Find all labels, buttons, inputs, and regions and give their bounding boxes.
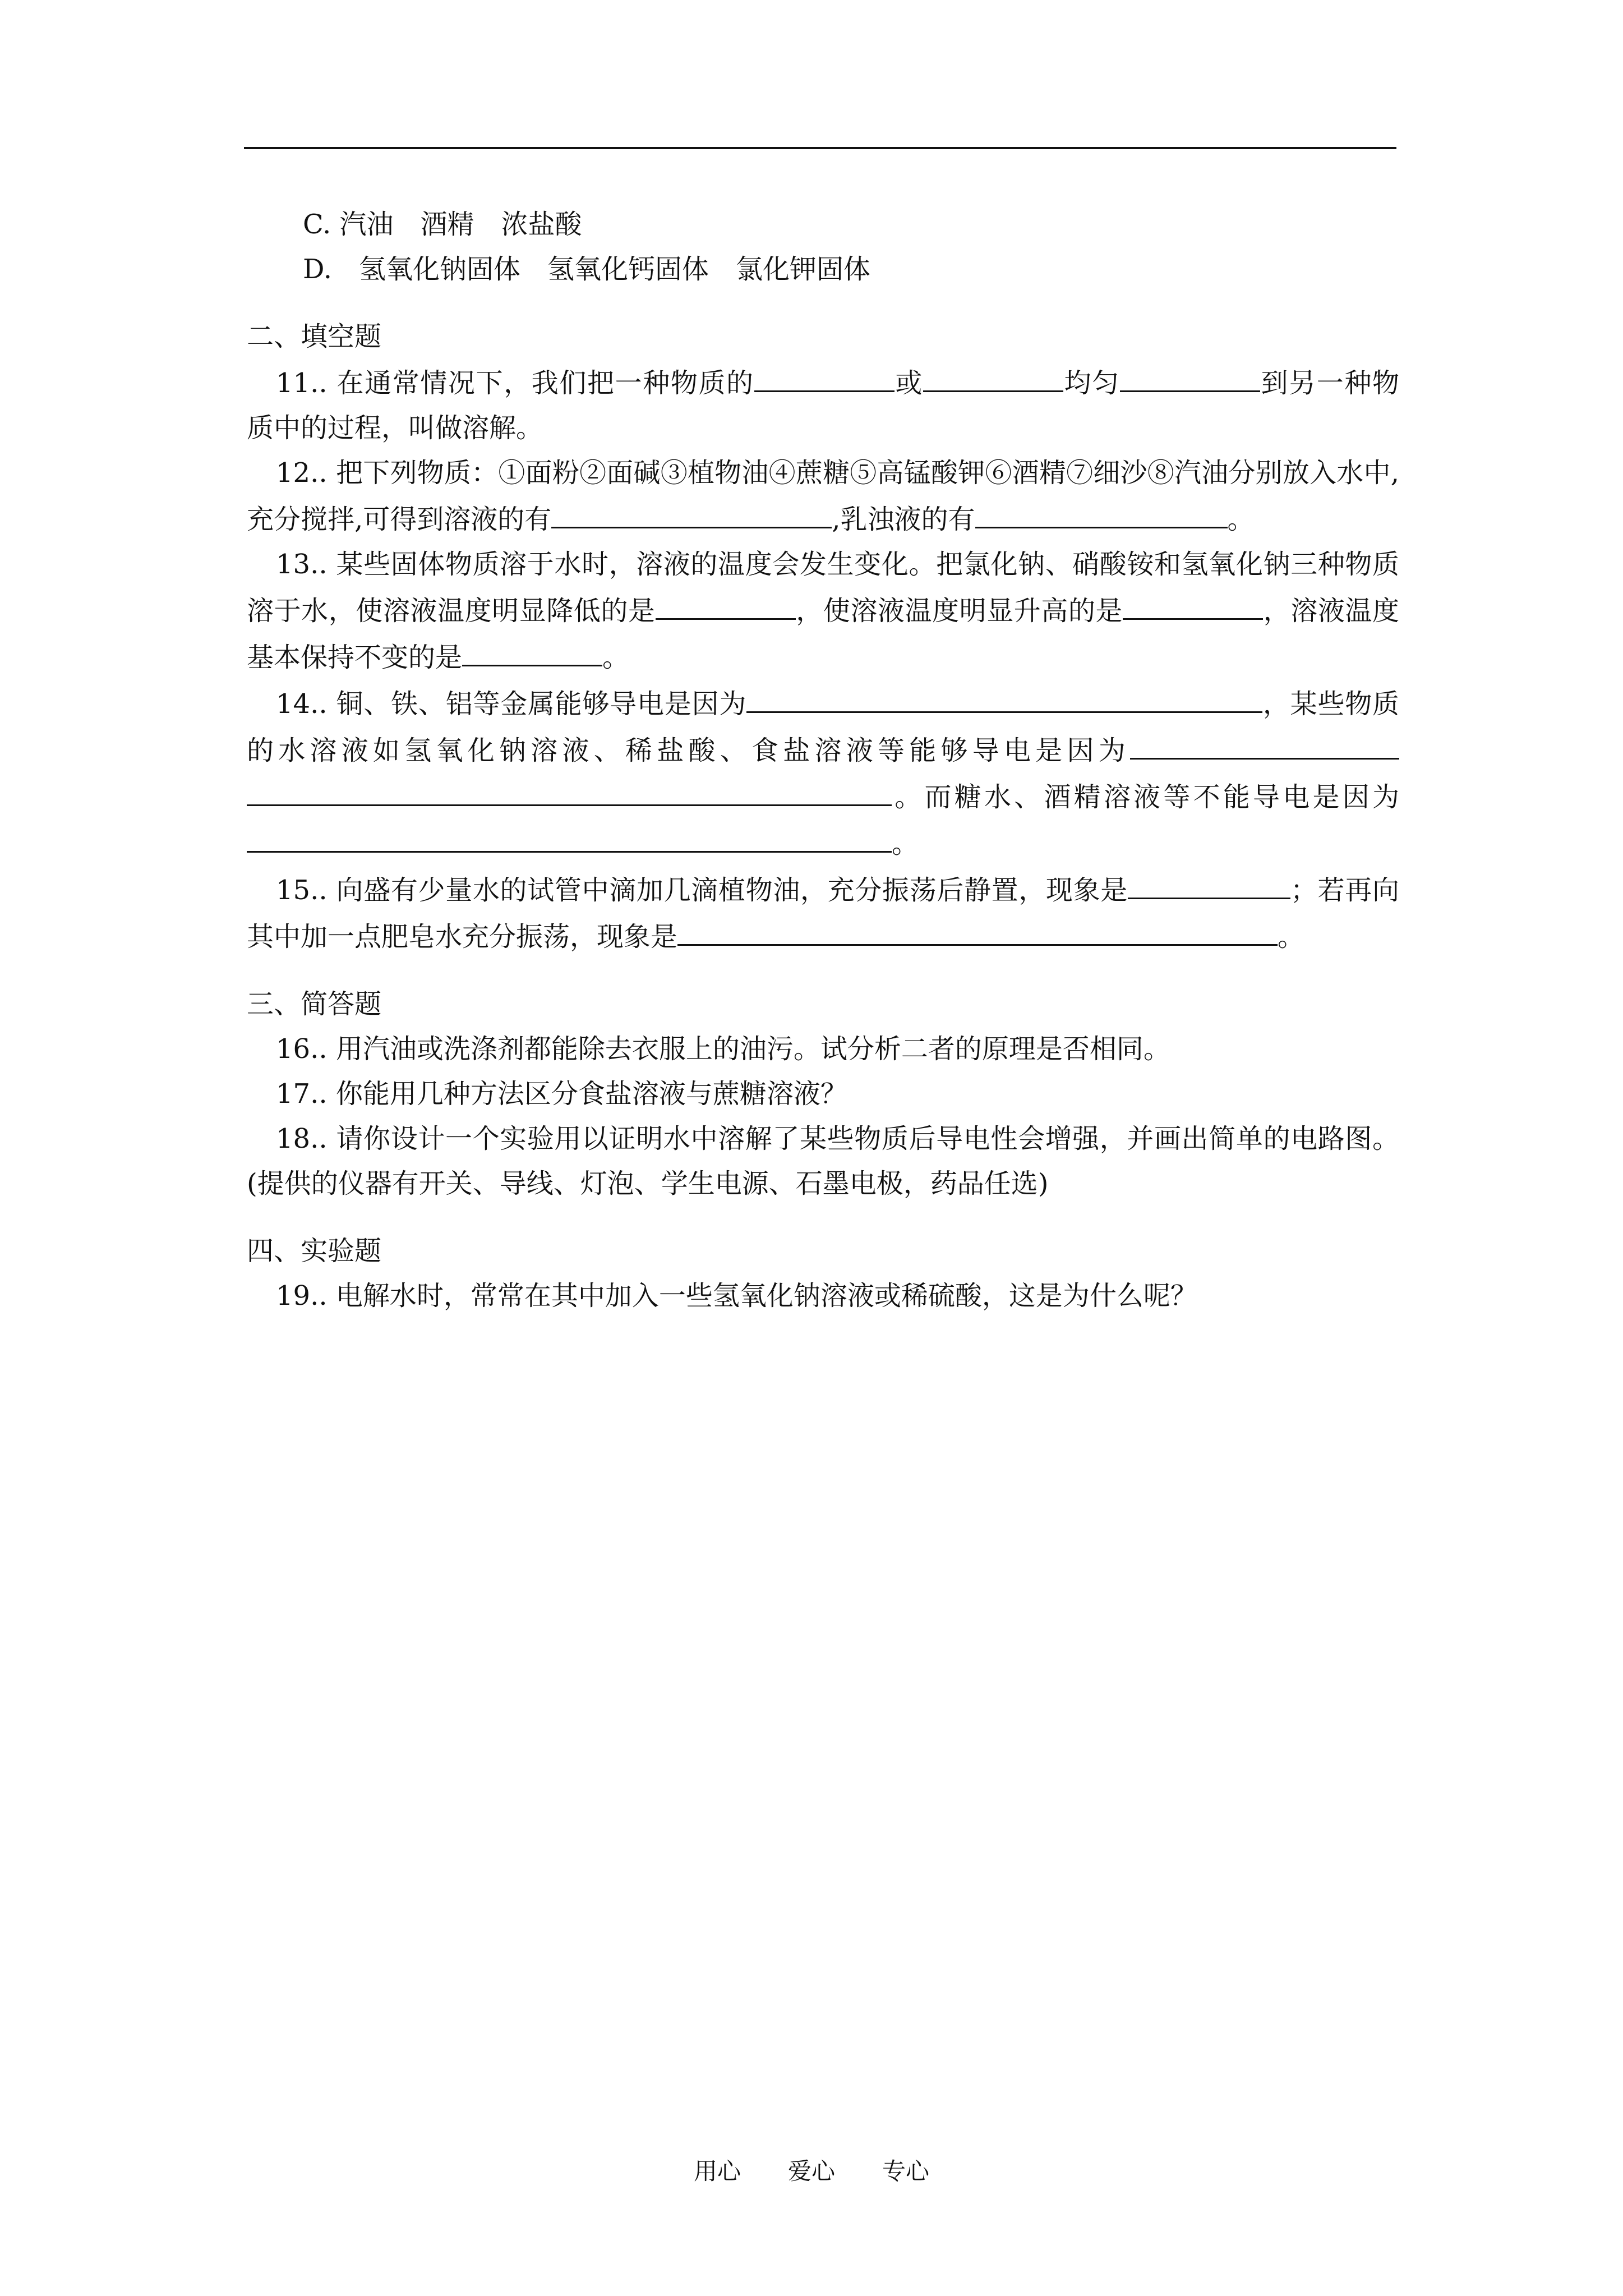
question-13: 13.. 某些固体物质溶于水时，溶液的温度会发生变化。把氯化钠、硝酸铵和氢氧化钠三种物质溶于水，使溶液温度明显降低的是 ，使溶液温度明显升高的是 ，溶液温度基本保持不变的是 。 bbox=[247, 549, 1399, 673]
answer-blank[interactable] bbox=[1123, 587, 1263, 620]
answer-blank[interactable] bbox=[1130, 726, 1399, 760]
answer-blank[interactable] bbox=[754, 359, 895, 392]
question-12: 12.. 把下列物质：①面粉②面碱③植物油④蔗糖⑤高锰酸钾⑥酒精⑦细沙⑧汽油分别放入水中,充分搅拌,可得到溶液的有 ,乳浊液的有 。 bbox=[247, 457, 1399, 535]
answer-blank[interactable] bbox=[247, 773, 892, 806]
answer-blank[interactable] bbox=[462, 633, 602, 666]
answer-blank[interactable] bbox=[746, 680, 1262, 713]
answer-blank[interactable] bbox=[1128, 866, 1290, 899]
answer-blank[interactable] bbox=[677, 913, 1278, 946]
answer-blank[interactable] bbox=[975, 495, 1228, 528]
question-16: 16.. 用汽油或洗涤剂都能除去衣服上的油污。试分析二者的原理是否相同。 bbox=[276, 1033, 1170, 1065]
section-fill-in-title: 二、填空题 bbox=[247, 321, 382, 352]
section-short-answer-title: 三、简答题 bbox=[247, 988, 382, 1020]
answer-blank[interactable] bbox=[247, 820, 892, 853]
question-11: 11.. 在通常情况下，我们把一种物质的 或 均匀 到另一种物质中的过程，叫做溶解。 bbox=[247, 359, 1399, 450]
answer-blank[interactable] bbox=[551, 495, 832, 528]
question-19: 19.. 电解水时，常常在其中加入一些氢氧化钠溶液或稀硫酸，这是为什么呢？ bbox=[276, 1280, 1197, 1312]
answer-blank[interactable] bbox=[923, 359, 1063, 392]
worksheet-content bbox=[247, 202, 1399, 1318]
question-14: 14.. 铜、铁、铝等金属能够导电是因为 ，某些物质的水溶液如氢氧化钠溶液、稀盐酸、食盐溶液等能够导电是因为。而糖水、酒精溶液等不能导电是因为。 bbox=[247, 680, 1399, 866]
answer-blank[interactable] bbox=[1120, 359, 1260, 392]
question-17: 17.. 你能用几种方法区分食盐溶液与蔗糖溶液？ bbox=[276, 1078, 847, 1110]
section-experiment-title: 四、实验题 bbox=[247, 1235, 382, 1267]
option-c: C. 汽油 酒精 浓盐酸 bbox=[303, 209, 582, 240]
answer-blank[interactable] bbox=[656, 587, 796, 620]
question-18: 18.. 请你设计一个实验用以证明水中溶解了某些物质后导电性会增强，并画出简单的电路图。(提供的仪器有开关、导线、灯泡、学生电源、石墨电极，药品任选) bbox=[247, 1123, 1399, 1199]
header-rule bbox=[244, 147, 1396, 149]
page-footer: 用心 爱心 专心 bbox=[693, 2157, 929, 2185]
question-15: 15.. 向盛有少量水的试管中滴加几滴植物油，充分振荡后静置，现象是 ；若再向其中加一点肥皂水充分振荡，现象是 。 bbox=[247, 866, 1399, 959]
option-d: D. 氢氧化钠固体 氢氧化钙固体 氯化钾固体 bbox=[303, 254, 871, 285]
